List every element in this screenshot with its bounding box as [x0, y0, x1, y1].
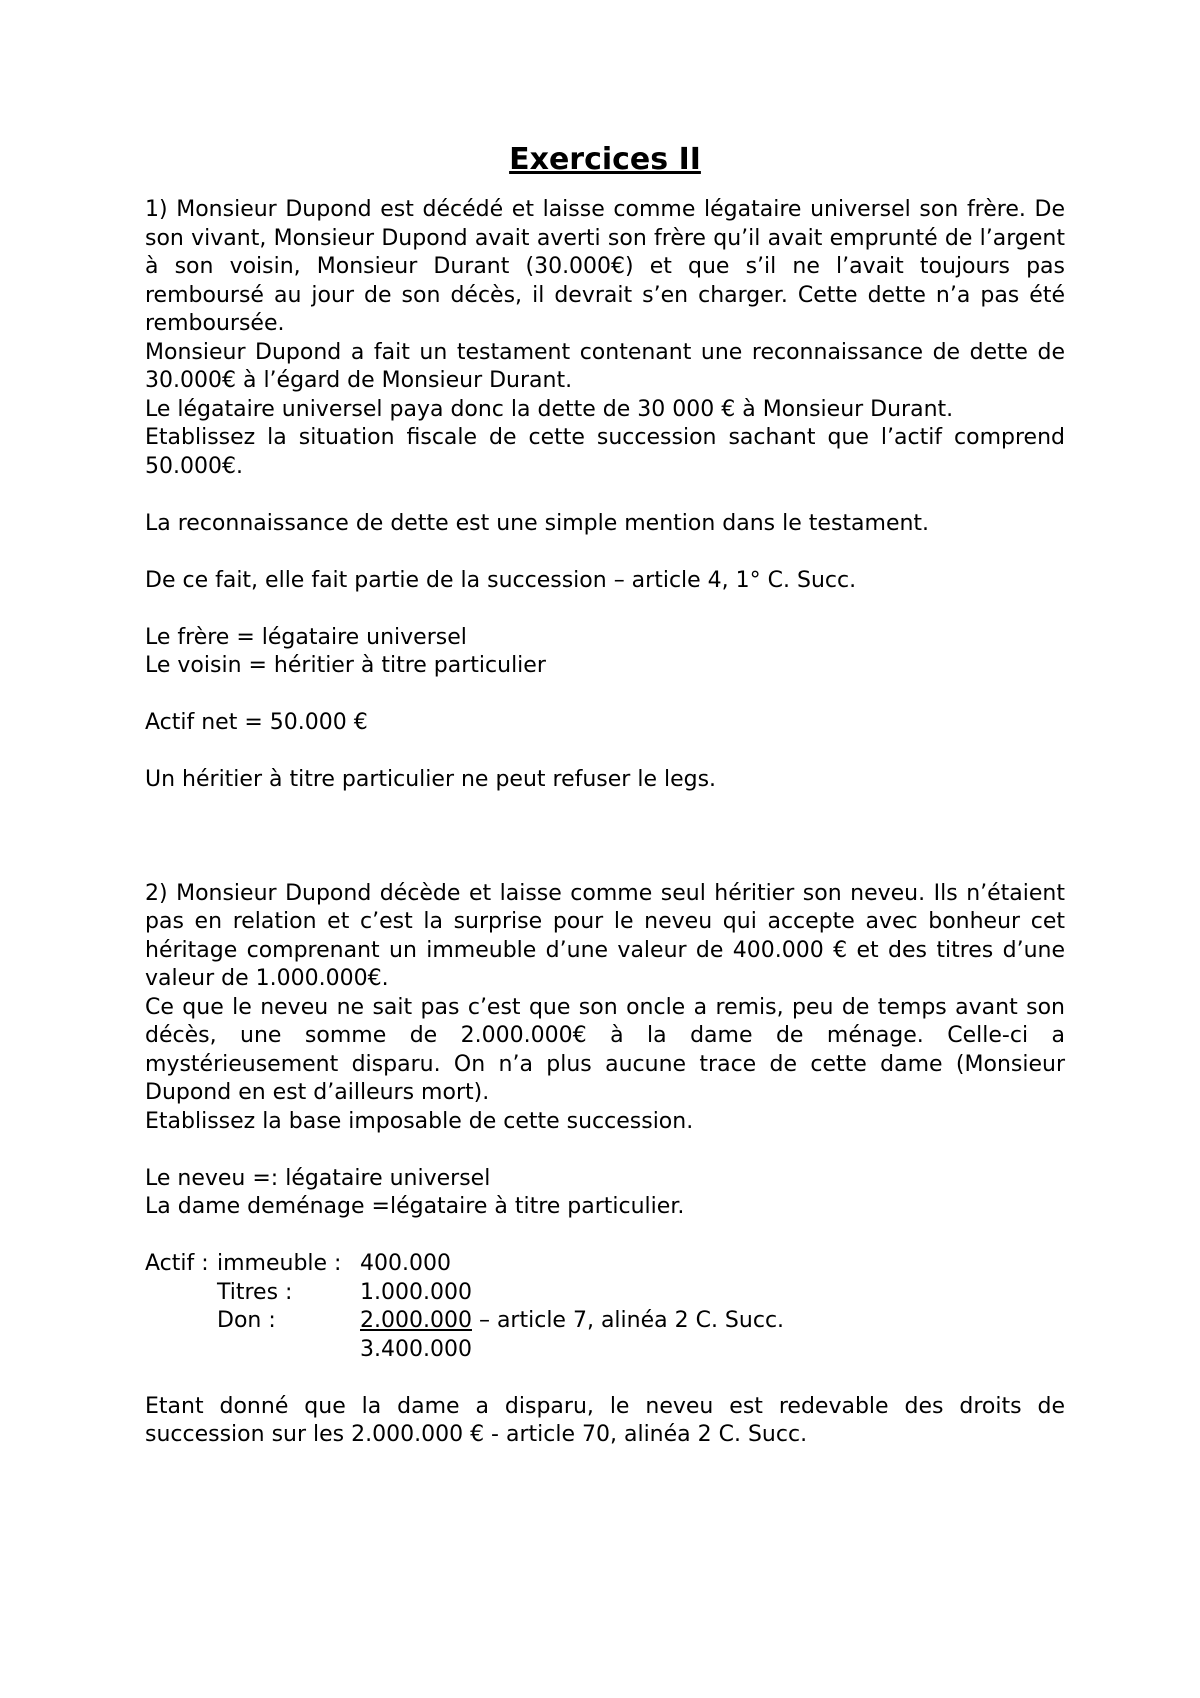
- ex2-answer-1: Le neveu =: légataire universel: [145, 1165, 491, 1191]
- actif-row-note: – article 7, alinéa 2 C. Succ.: [471, 1308, 785, 1333]
- ex1-answer-4: Le voisin = héritier à titre particulier: [145, 653, 546, 678]
- actif-row-total: [145, 1336, 1065, 1365]
- page-title: Exercices II: [509, 142, 701, 177]
- actif-table: [145, 1250, 1065, 1364]
- document-page: [145, 140, 1065, 1450]
- ex2-paragraph-2: Ce que le neveu ne sait pas c’est que son oncle a remis, peu de temps avant son décès, une somme de 2.000.000€ à la dame de ménage. Celle-ci a mystérieusement disparu. On n’a plus aucune trace de cette dame (Monsieur Dupond en est d’ailleurs mort).: [145, 994, 1065, 1105]
- ex1-answer-3: Le frère = légataire universel: [145, 624, 467, 650]
- ex1-answer-6: Un héritier à titre particulier ne peut refuser le legs.: [145, 767, 717, 792]
- ex1-answer-5: Actif net = 50.000 €: [145, 710, 368, 735]
- ex2-answer-2: La dame deménage =légataire à titre particulier.: [145, 1194, 685, 1219]
- actif-row-value: 1.000.000: [360, 1279, 472, 1305]
- actif-row-label: immeuble :: [217, 1251, 342, 1276]
- actif-row-1: [145, 1250, 1065, 1279]
- actif-row-value: 400.000: [360, 1251, 451, 1276]
- ex2-conclusion: Etant donné que la dame a disparu, le neveu est redevable des droits de succession sur les 2.000.000 € - article 70, alinéa 2 C. Succ.: [145, 1393, 1065, 1447]
- actif-row-label: [217, 1336, 360, 1365]
- actif-row-label: Titres :: [217, 1279, 293, 1305]
- ex1-statement: 1) Monsieur Dupond est décédé et laisse comme légataire universel son frère. De son vivant, Monsieur Dupond avait averti son frère qu’il avait emprunté de l’argent à son voisin, Monsieur Durant (30.000€) et que s’il ne l’avait toujours pas remboursé au jour de son décès, il devrait s’en charger. Cette dette n’a pas été remboursée.: [145, 197, 1065, 336]
- actif-row-3: [145, 1307, 1065, 1336]
- actif-row-label: Don :: [217, 1308, 276, 1333]
- actif-total-value: 3.400.000: [360, 1336, 472, 1362]
- ex2-statement: 2) Monsieur Dupond décède et laisse comme seul héritier son neveu. Ils n’étaient pas en relation et c’est la surprise pour le neveu qui accepte avec bonheur cet héritage comprenant un immeuble d’une valeur de 400.000 € et des titres d’une valeur de 1.000.000€.: [145, 880, 1065, 991]
- ex1-paragraph-2: Monsieur Dupond a fait un testament contenant une reconnaissance de dette de 30.000€ à l’égard de Monsieur Durant.: [145, 339, 1065, 393]
- ex1-paragraph-3: Le légataire universel paya donc la dette de 30 000 € à Monsieur Durant.: [145, 396, 954, 422]
- actif-label: Actif :: [145, 1251, 209, 1276]
- ex2-paragraph-3: Etablissez la base imposable de cette succession.: [145, 1108, 694, 1134]
- ex1-answer-1: La reconnaissance de dette est une simple mention dans le testament.: [145, 510, 930, 536]
- ex1-answer-2: De ce fait, elle fait partie de la succession – article 4, 1° C. Succ.: [145, 567, 857, 593]
- actif-row-value: 2.000.000: [360, 1308, 472, 1333]
- ex1-paragraph-4: Etablissez la situation fiscale de cette succession sachant que l’actif comprend 50.000€.: [145, 425, 1065, 479]
- actif-row-2: [145, 1279, 1065, 1308]
